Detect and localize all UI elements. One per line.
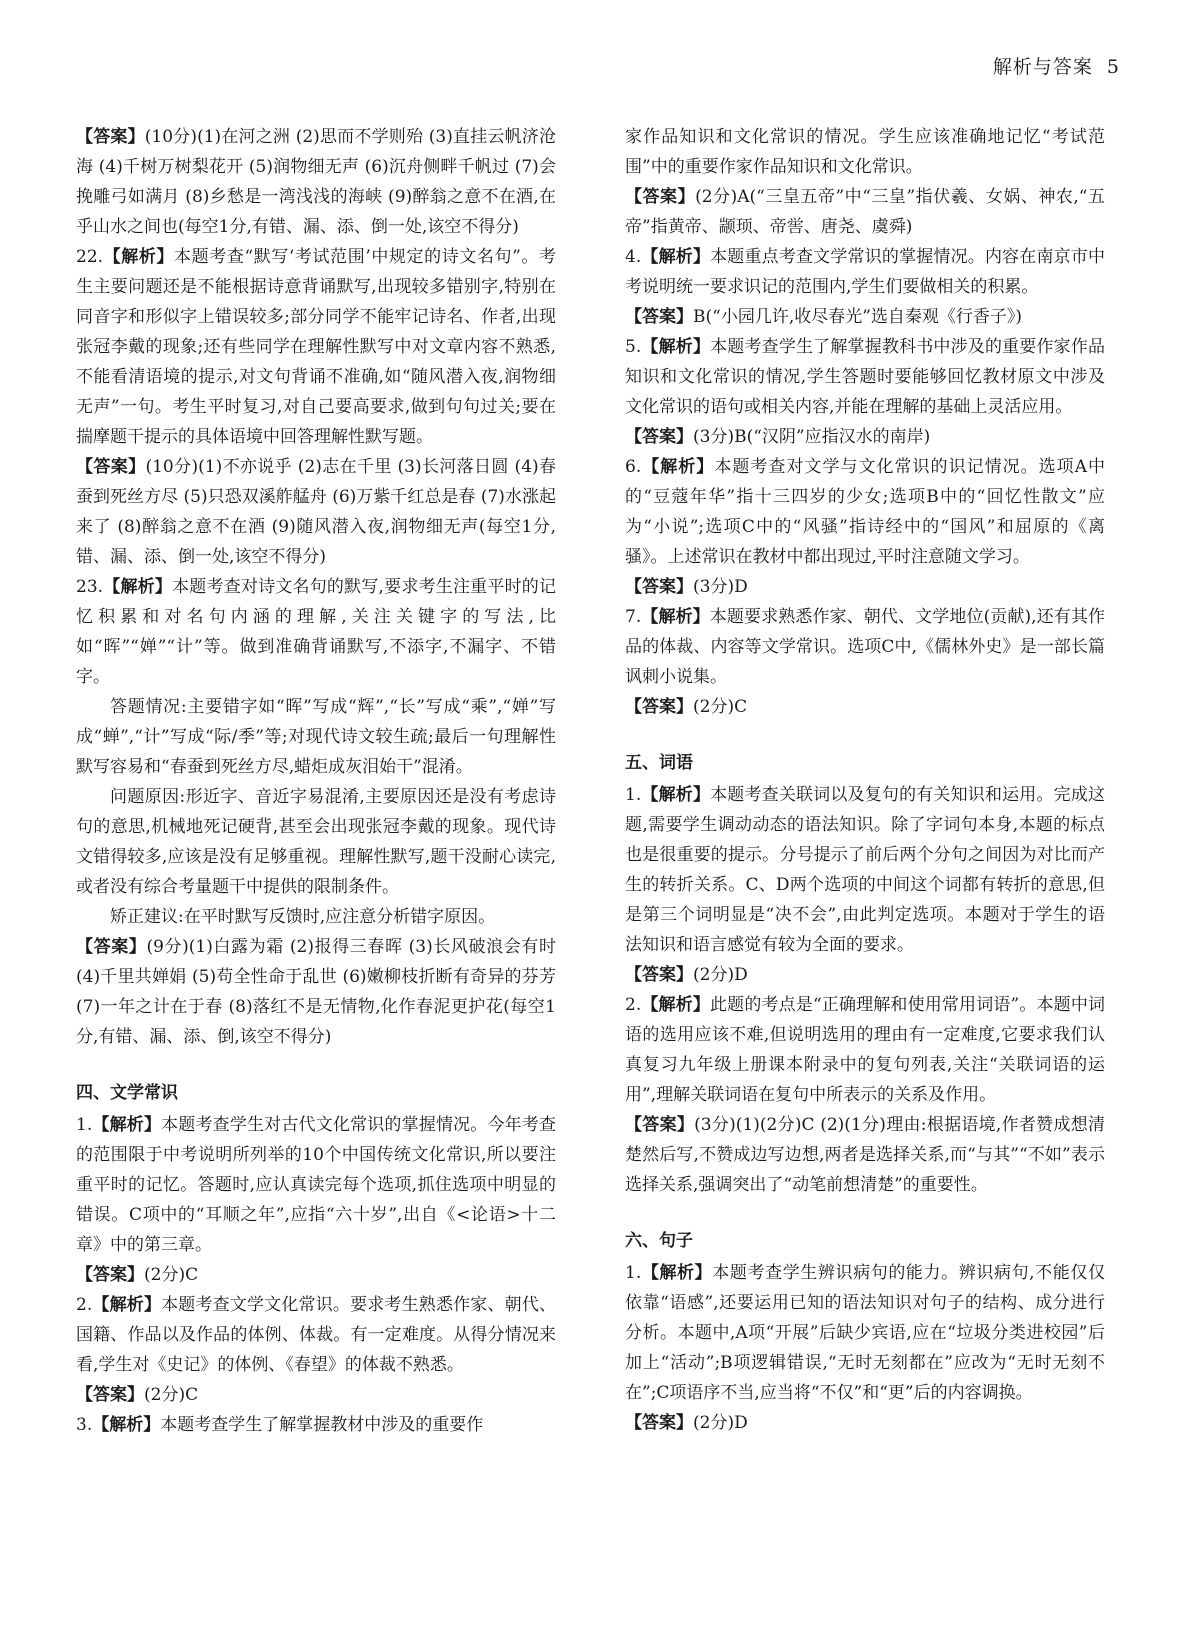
analysis-paragraph xyxy=(625,452,1105,572)
paragraph: 矫正建议:在平时默写反馈时,应注意分析错字原因。 xyxy=(110,907,496,927)
answer-tag: 【答案】 xyxy=(625,965,693,985)
analysis-tag: 【解析】 xyxy=(92,1415,161,1435)
analysis-tag: 【解析】 xyxy=(92,1295,162,1315)
paragraph-text: (2分)D xyxy=(693,965,748,985)
answer-paragraph xyxy=(76,932,556,1052)
answer-tag: 【答案】 xyxy=(625,1115,695,1135)
answer-paragraph xyxy=(625,302,1105,332)
analysis-tag: 【解析】 xyxy=(641,607,710,627)
answer-paragraph xyxy=(625,1110,1105,1200)
paragraph-text: (9分)(1)白露为霜 (2)报得三春晖 (3)长风破浪会有时 (4)千里共婵娟 (5)苟全性命于乱世 (6)嫩柳枝折断有奇异的芬芳 (7)一年之计在于春 (8)落红不是无情物,化作春泥更护花(每空1分,有错、漏、添、倒,该空不得分) xyxy=(76,937,557,1047)
right-column xyxy=(625,122,1105,1438)
paragraph-text: 本题考查对诗文名句的默写,要求考生注重平时的记忆积累和对名句内涵的理解,关注关键字的写法,比如“晖”“婵”“计”等。做到准确背诵默写,不添字,不漏字、不错字。 xyxy=(76,577,557,687)
paragraph: 答题情况:主要错字如“晖”写成“辉”,“长”写成“乘”,“婵”写成“蝉”,“计”写成“际/季”等;对现代诗文较生疏;最后一句理解性默写容易和“春蚕到死丝方尽,蜡炬成灰泪始干”混淆。 xyxy=(76,697,556,777)
left-column xyxy=(76,122,556,1440)
analysis-paragraph xyxy=(76,1110,556,1260)
question-number: 5. xyxy=(625,337,642,357)
answer-tag: 【答案】 xyxy=(76,1385,144,1405)
paragraph-text: 本题考查对文学与文化常识的识记情况。选项A中的“豆蔻年华”指十三四岁的少女;选项B中的“回忆性散文”应为“小说”;选项C中的“风骚”指诗经中的“国风”和屈原的《离骚》。上述常识在教材中都出现过,平时注意随文学习。 xyxy=(625,457,1105,567)
answer-tag: 【答案】 xyxy=(76,127,145,147)
answer-paragraph xyxy=(625,422,1105,452)
paragraph-text: 本题考查学生辨识病句的能力。辨识病句,不能仅仅依靠“语感”,还要运用已知的语法知识对句子的结构、成分进行分析。本题中,A项“开展”后缺少宾语,应在“垃圾分类进校园”后加上“活动”;B项逻辑错误,“无时无刻都在”应改为“无时无刻不在”;C项语序不当,应当将“不仅”和“更”后的内容调换。 xyxy=(625,1263,1105,1403)
question-number: 1. xyxy=(625,785,642,805)
analysis-paragraph xyxy=(76,572,556,692)
paragraph-text: (3分)B(“汉阴”应指汉水的南岸) xyxy=(693,427,931,447)
analysis-tag: 【解析】 xyxy=(641,1263,713,1283)
paragraph-text: (2分)C xyxy=(144,1265,199,1285)
paragraph: 问题原因:形近字、音近字易混淆,主要原因还是没有考虑诗句的意思,机械地死记硬背,甚至会出现张冠李戴的现象。现代诗文错得较多,应该是没有足够重视。理解性默写,题干没耐心读完,或者没有综合考量题干中提供的限制条件。 xyxy=(76,787,556,897)
answer-tag: 【答案】 xyxy=(76,457,146,477)
answer-tag: 【答案】 xyxy=(625,307,693,327)
analysis-tag: 【解析】 xyxy=(641,457,715,477)
answer-paragraph xyxy=(76,452,556,572)
analysis-paragraph xyxy=(625,1258,1105,1408)
answer-paragraph xyxy=(625,960,1105,990)
analysis-tag: 【解析】 xyxy=(641,785,711,805)
analysis-paragraph xyxy=(625,990,1105,1110)
answer-tag: 【答案】 xyxy=(76,937,147,957)
analysis-tag: 【解析】 xyxy=(641,995,711,1015)
paragraph-text: 此题的考点是“正确理解和使用常用词语”。本题中词语的选用应该不难,但说明选用的理由有一定难度,它要求我们认真复习九年级上册课本附录中的复句列表,关注“关联词语的运用”,理解关联词语在复句中所表示的关系及作用。 xyxy=(625,995,1105,1105)
question-number: 1. xyxy=(76,1115,93,1135)
paragraph-text: 本题考查“默写‘考试范围’中规定的诗文名句”。考生主要问题还是不能根据诗意背诵默写,出现较多错别字,特别在同音字和形似字上错误较多;部分同学不能牢记诗名、作者,出现张冠李戴的现象;还有些同学在理解性默写中对文章内容不熟悉,不能看清语境的提示,对文句背诵不准确,如“随风潜入夜,润物细无声”一句。考生平时复习,对自己要高要求,做到句句过关;要在揣摩题干提示的具体语境中回答理解性默写题。 xyxy=(76,247,556,447)
analysis-tag: 【解析】 xyxy=(103,247,175,267)
analysis-tag: 【解析】 xyxy=(641,247,711,267)
analysis-tag: 【解析】 xyxy=(641,337,711,357)
analysis-paragraph xyxy=(625,332,1105,422)
paragraph-text: 本题考查学生了解掌握教材中涉及的重要作 xyxy=(160,1415,484,1435)
answer-tag: 【答案】 xyxy=(625,1413,693,1433)
answer-paragraph xyxy=(76,1380,556,1410)
paragraph-text: (2分)C xyxy=(693,697,748,717)
analysis-paragraph xyxy=(625,780,1105,960)
paragraph-text: (10分)(1)不亦说乎 (2)志在千里 (3)长河落日圆 (4)春蚕到死丝方尽 (5)只恐双溪舴艋舟 (6)万紫千红总是春 (7)水涨起来了 (8)醉翁之意不在酒 (9)随风潜入夜,润物细无声(每空1分,错、漏、添、倒一处,该空不得分) xyxy=(76,457,557,567)
question-number: 4. xyxy=(625,247,642,267)
answer-paragraph xyxy=(625,182,1105,242)
section-heading: 六、句子 xyxy=(625,1231,693,1251)
paragraph-text: (3分)D xyxy=(693,577,748,597)
answer-paragraph xyxy=(625,572,1105,602)
header-title: 解析与答案 xyxy=(992,56,1093,78)
paragraph-text: B(“小园几许,收尽春光”选自秦观《行香子》) xyxy=(693,307,1023,327)
paragraph-text: 本题要求熟悉作家、朝代、文学地位(贡献),还有其作品的体裁、内容等文学常识。选项C中,《儒林外史》是一部长篇讽刺小说集。 xyxy=(625,607,1106,687)
question-number: 23. xyxy=(76,577,104,597)
paragraph-text: (2分)C xyxy=(144,1385,199,1405)
analysis-tag: 【解析】 xyxy=(103,577,173,597)
analysis-paragraph xyxy=(625,242,1105,302)
analysis-paragraph xyxy=(76,1410,556,1440)
paragraph-text: (2分)D xyxy=(693,1413,748,1433)
question-number: 1. xyxy=(625,1263,642,1283)
analysis-paragraph xyxy=(76,1290,556,1380)
question-number: 2. xyxy=(625,995,642,1015)
analysis-paragraph xyxy=(76,242,556,452)
section-heading: 五、词语 xyxy=(625,753,693,773)
answer-tag: 【答案】 xyxy=(76,1265,144,1285)
analysis-tag: 【解析】 xyxy=(92,1115,162,1135)
paragraph-text: 本题考查文学文化常识。要求考生熟悉作家、朝代、国籍、作品以及作品的体例、体裁。有一定难度。从得分情况来看,学生对《史记》的体例、《春望》的体裁不熟悉。 xyxy=(76,1295,557,1375)
page-header xyxy=(993,52,1120,79)
paragraph-text: 本题考查学生对古代文化常识的掌握情况。今年考查的范围限于中考说明所列举的10个中国传统文化常识,所以要注重平时的记忆。答题时,应认真读完每个选项,抓住选项中明显的错误。C项中的“耳顺之年”,应指“六十岁”,出自《<论语>十二章》中的第三章。 xyxy=(76,1115,557,1255)
paragraph-text: (2分)A(“三皇五帝”中“三皇”指伏羲、女娲、神农,“五帝”指黄帝、颛顼、帝喾、唐尧、虞舜) xyxy=(625,187,1106,237)
paragraph-text: 本题考查学生了解掌握教科书中涉及的重要作家作品知识和文化常识的情况,学生答题时要能够回忆教材原文中涉及文化常识的语句或相关内容,并能在理解的基础上灵活应用。 xyxy=(625,337,1106,417)
section-heading: 四、文学常识 xyxy=(76,1083,178,1103)
paragraph-text: (10分)(1)在河之洲 (2)思而不学则殆 (3)直挂云帆济沧海 (4)千树万树梨花开 (5)润物细无声 (6)沉舟侧畔千帆过 (7)会挽雕弓如满月 (8)乡愁是一湾浅浅的海峡 (9)醉翁之意不在酒,在乎山水之间也(每空1分,有错、漏、添、倒一处,该空不得分) xyxy=(76,127,556,237)
paragraph-text: 本题重点考查文学常识的掌握情况。内容在南京市中考说明统一要求识记的范围内,学生们要做相关的积累。 xyxy=(625,247,1106,297)
answer-tag: 【答案】 xyxy=(625,427,693,447)
answer-tag: 【答案】 xyxy=(625,577,693,597)
answer-paragraph xyxy=(625,692,1105,722)
analysis-paragraph xyxy=(625,602,1105,692)
question-number: 6. xyxy=(625,457,642,477)
question-number: 22. xyxy=(76,247,104,267)
answer-tag: 【答案】 xyxy=(625,697,693,717)
answer-paragraph xyxy=(625,1408,1105,1438)
page-number: 5 xyxy=(1106,56,1120,78)
question-number: 7. xyxy=(625,607,642,627)
answer-paragraph xyxy=(76,122,556,242)
answer-tag: 【答案】 xyxy=(625,187,696,207)
paragraph-text: 本题考查关联词以及复句的有关知识和运用。完成这题,需要学生调动动态的语法知识。除了字词句本身,本题的标点也是很重要的提示。分号提示了前后两个分句之间因为对比而产生的转折关系。C、D两个选项的中间这个词都有转折的意思,但是第三个词明显是“决不会”,由此判定选项。本题对于学生的语法知识和语言感觉有较为全面的要求。 xyxy=(625,785,1106,955)
answer-paragraph xyxy=(76,1260,556,1290)
paragraph-text: (3分)(1)(2分)C (2)(1分)理由:根据语境,作者赞成想清楚然后写,不赞成边写边想,两者是选择关系,而“与其”“不如”表示选择关系,强调突出了“动笔前想清楚”的重要性。 xyxy=(625,1115,1106,1195)
question-number: 3. xyxy=(76,1415,93,1435)
paragraph: 家作品知识和文化常识的情况。学生应该准确地记忆“考试范围”中的重要作家作品知识和文化常识。 xyxy=(625,127,1105,177)
question-number: 2. xyxy=(76,1295,93,1315)
